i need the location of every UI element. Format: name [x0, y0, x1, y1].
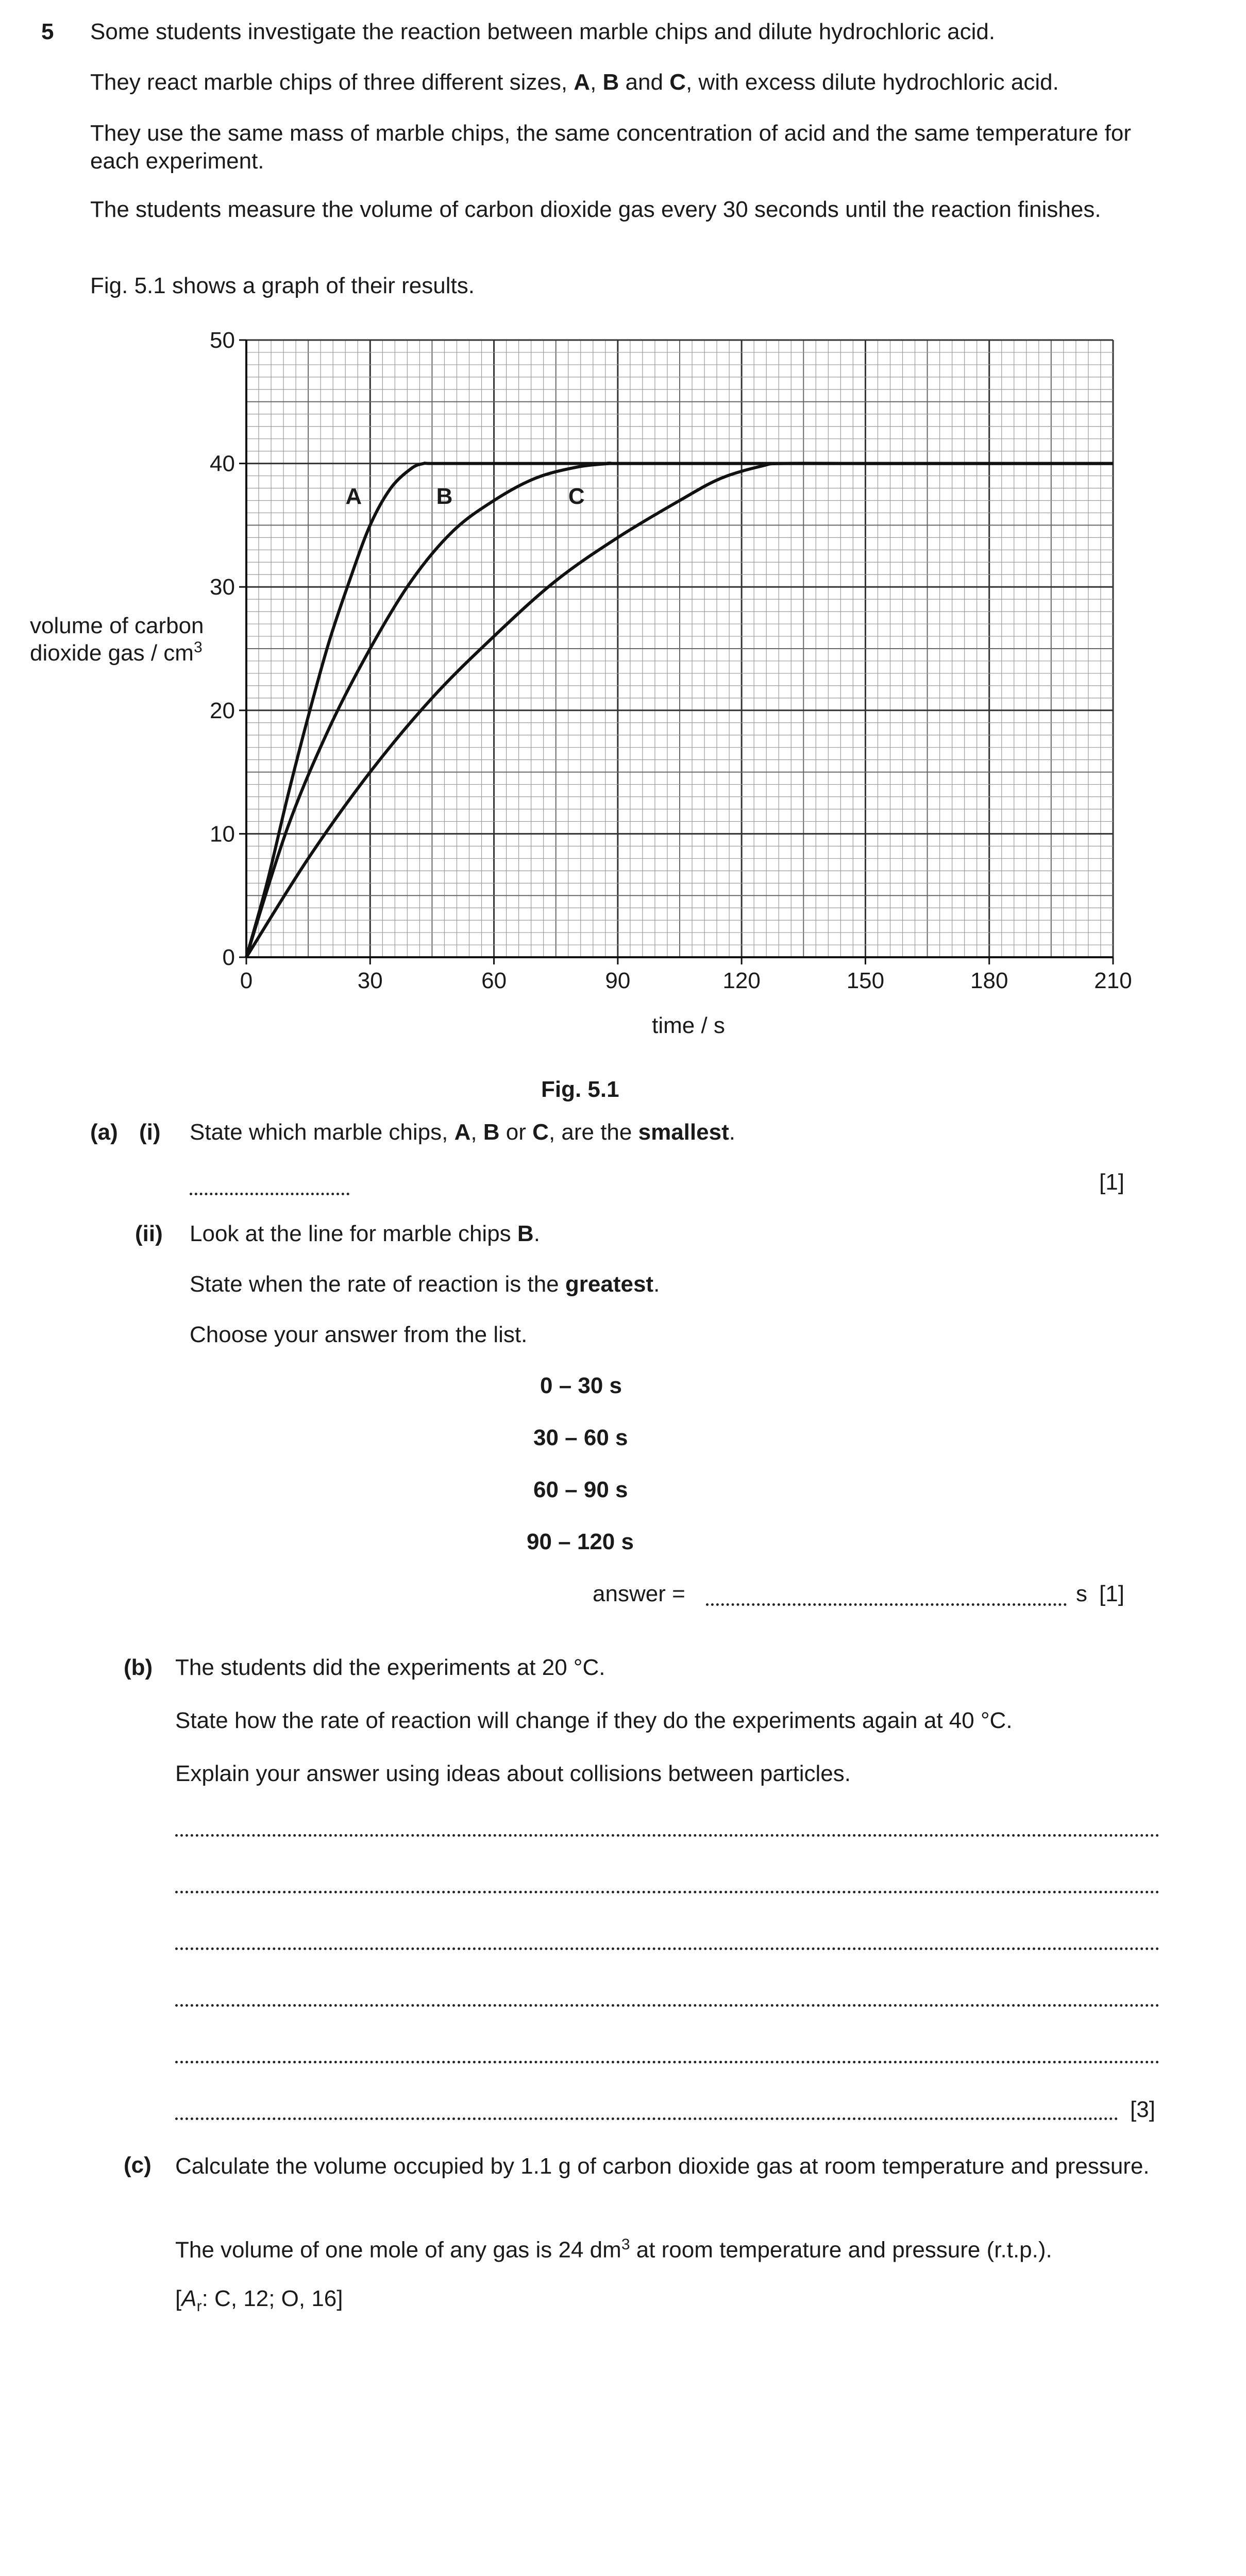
results-graph [0, 309, 1246, 1103]
x-tick-label: 120 [722, 968, 761, 993]
y-tick-label: 0 [222, 945, 235, 970]
x-tick-label: 210 [1094, 968, 1132, 993]
x-tick-label: 30 [357, 968, 383, 993]
option-0-30: 0 – 30 s [540, 1373, 622, 1398]
part-a-ii-answer-line[interactable] [706, 1603, 1067, 1606]
part-a-i-answer-line[interactable] [190, 1193, 349, 1195]
part-a-ii-line-1: Look at the line for marble chips B. [190, 1221, 540, 1246]
part-b-answer-line-4[interactable] [175, 2004, 1159, 2007]
figure-caption: Fig. 5.1 [541, 1077, 619, 1102]
part-a-i-question: State which marble chips, A, B or C, are the smallest. [190, 1120, 735, 1145]
part-a-ii-unit: s [1076, 1581, 1087, 1606]
part-b-label: (b) [124, 1655, 153, 1680]
x-tick-label: 150 [846, 968, 885, 993]
x-tick-label: 180 [970, 968, 1008, 993]
intro-line-2: They react marble chips of three different sizes, A, B and C, with excess dilute hydrochloric acid. [90, 70, 1059, 95]
intro-line-1: Some students investigate the reaction between marble chips and dilute hydrochloric acid. [90, 19, 996, 44]
part-a-ii-line-2: State when the rate of reaction is the greatest. [190, 1272, 660, 1297]
part-b-line-1: The students did the experiments at 20 °C. [175, 1655, 605, 1680]
x-tick-label: 60 [481, 968, 507, 993]
option-30-60: 30 – 60 s [533, 1425, 628, 1450]
part-c-line-1: Calculate the volume occupied by 1.1 g of carbon dioxide gas at room temperature and pressure. [175, 2154, 1150, 2179]
part-a-i-marks: [1] [1099, 1170, 1124, 1195]
x-tick-label: 0 [240, 968, 253, 993]
part-c-line-2: The volume of one mole of any gas is 24 $dm^3$ at room temperature and pressure (r.t.p.). [175, 2236, 1052, 2263]
intro-line-4: The students measure the volume of carbon dioxide gas every 30 seconds until the reaction finishes. [90, 197, 1101, 222]
part-b-answer-line-1[interactable] [175, 1834, 1159, 1837]
part-b-answer-line-3[interactable] [175, 1947, 1159, 1950]
part-b-line-2: State how the rate of reaction will change if they do the experiments again at 40 °C. [175, 1708, 1013, 1733]
part-b-answer-line-5[interactable] [175, 2061, 1159, 2063]
part-a-i-label: (i) [139, 1120, 161, 1145]
series-label-c: C [568, 483, 585, 509]
series-label-a: A [345, 483, 362, 509]
y-axis-label-superscript: 3 [193, 639, 203, 656]
option-60-90: 60 – 90 s [533, 1477, 628, 1502]
part-b-line-3: Explain your answer using ideas about collisions between particles. [175, 1761, 851, 1786]
y-axis-label-line-1: volume of carbon [30, 613, 204, 638]
part-b-answer-line-2[interactable] [175, 1891, 1159, 1893]
part-c-label: (c) [124, 2153, 151, 2178]
x-tick-label: 90 [605, 968, 631, 993]
option-90-120: 90 – 120 s [527, 1529, 634, 1554]
part-b-marks: [3] [1130, 2097, 1155, 2122]
part-c-ar: [$A_r$: C, 12; O, 16] [175, 2286, 343, 2315]
intro-line-5: Fig. 5.1 shows a graph of their results. [90, 273, 475, 298]
part-a-label: (a) [90, 1120, 118, 1145]
y-tick-label: 10 [210, 821, 235, 847]
y-axis-label-line-2: dioxide gas / $cm^3$ [30, 639, 203, 666]
question-number: 5 [41, 19, 54, 44]
part-a-ii-label: (ii) [135, 1221, 163, 1246]
y-tick-label: 50 [210, 328, 235, 353]
part-a-ii-line-3: Choose your answer from the list. [190, 1322, 528, 1347]
y-tick-label: 40 [210, 451, 235, 477]
intro-line-3: They use the same mass of marble chips, the same concentration of acid and the same temperature for each experiment. [90, 121, 1131, 174]
part-a-ii-answer-label: answer = [593, 1581, 685, 1606]
part-a-ii-marks: [1] [1099, 1581, 1124, 1606]
x-axis-label: time / s [652, 1013, 725, 1038]
part-b-answer-line-6[interactable] [175, 2117, 1118, 2120]
y-tick-label: 20 [210, 698, 235, 723]
y-tick-label: 30 [210, 574, 235, 600]
series-label-b: B [436, 483, 453, 509]
